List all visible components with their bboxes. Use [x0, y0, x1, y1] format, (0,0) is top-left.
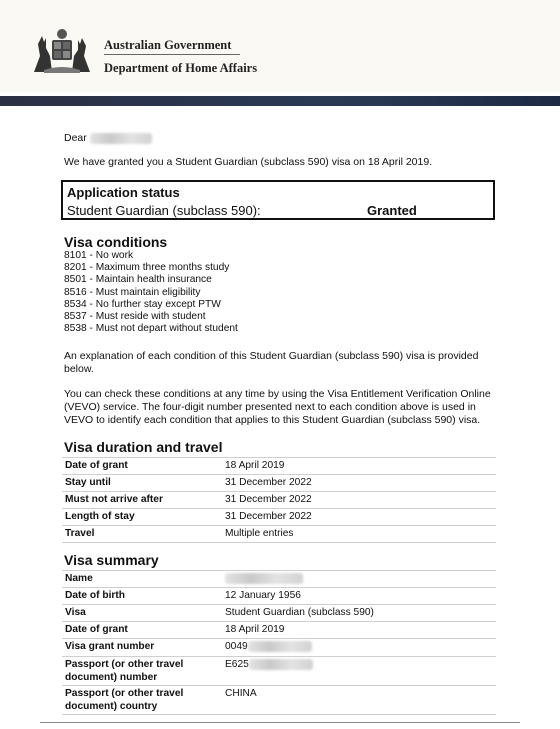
condition-item: 8201 - Maximum three months study [64, 262, 230, 274]
footer-rule [40, 722, 520, 723]
row-value: 18 April 2019 [225, 624, 285, 635]
table-row [62, 604, 496, 621]
condition-item: 8101 - No work [64, 250, 134, 261]
status-value: Granted [367, 203, 417, 218]
greeting: Dear [64, 132, 87, 144]
government-name: Australian Government [104, 38, 232, 52]
conditions-list [64, 250, 238, 335]
grant-intro: We have granted you a Student Guardian (subclass 590) visa on 18 April 2019. [64, 156, 433, 168]
table-row [62, 570, 496, 587]
grant-number: 0049 [225, 641, 248, 653]
condition-item: 8537 - Must reside with student [64, 310, 206, 322]
redacted-value [248, 641, 312, 652]
greeting-line [64, 132, 152, 145]
table-row [62, 656, 496, 685]
row-value: 31 December 2022 [225, 477, 312, 488]
conditions-explanation: An explanation of each condition of this Student Guardian (subclass 590) visa is provided below. [64, 350, 479, 375]
redacted-name [90, 133, 152, 144]
table-row [62, 474, 496, 491]
duration-title: Visa duration and travel [64, 439, 223, 455]
row-label: Date of grant [65, 624, 128, 635]
condition-item: 8538 - Must not depart without student [64, 323, 238, 335]
row-label: Name [65, 573, 93, 584]
header-band [0, 96, 560, 106]
row-label: Must not arrive after [65, 494, 163, 505]
status-title: Application status [67, 185, 180, 200]
table-row [62, 457, 496, 474]
duration-table [62, 457, 496, 543]
row-label: Visa [65, 607, 86, 618]
table-row [62, 587, 496, 604]
table-row [62, 685, 496, 715]
row-value: 31 December 2022 [225, 511, 312, 522]
header-rule [104, 54, 240, 55]
table-row [62, 525, 496, 543]
row-value [225, 641, 312, 652]
condition-item: 8516 - Must maintain eligibility [64, 286, 201, 298]
row-label: Travel [65, 528, 95, 539]
row-value: Multiple entries [225, 528, 294, 539]
summary-table [62, 570, 496, 715]
table-row [62, 621, 496, 638]
department-name: Department of Home Affairs [104, 61, 258, 75]
redacted-value [249, 659, 313, 670]
redacted-value [225, 573, 303, 584]
row-value: CHINA [225, 688, 257, 699]
condition-item: 8501 - Maintain health insurance [64, 274, 212, 286]
application-status-box [61, 180, 495, 220]
row-value [225, 573, 303, 584]
row-value: 18 April 2019 [225, 460, 285, 471]
row-value: Student Guardian (subclass 590) [225, 607, 374, 618]
row-label: Date of birth [65, 590, 125, 601]
letterhead [0, 0, 560, 92]
row-label: Passport (or other travel document) number [65, 659, 184, 683]
status-label: Student Guardian (subclass 590): [67, 203, 261, 218]
row-label: Passport (or other travel document) country [65, 688, 184, 712]
table-row [62, 491, 496, 508]
condition-item: 8534 - No further stay except PTW [64, 298, 221, 310]
row-value [225, 659, 313, 670]
row-label: Visa grant number [65, 641, 155, 652]
vevo-paragraph: You can check these conditions at any time by using the Visa Entitlement Verification Online (VEVO) service. The four-digit number presented next to each condition above is used in VEVO to identify each condition that applies to this Student Guardian (subclass 590) visa. [64, 388, 491, 426]
table-row [62, 638, 496, 656]
passport-number: E625 [225, 659, 249, 671]
row-label: Stay until [65, 477, 111, 488]
row-label: Date of grant [65, 460, 128, 471]
row-value: 12 January 1956 [225, 590, 301, 601]
summary-title: Visa summary [64, 552, 159, 568]
row-label: Length of stay [65, 511, 135, 522]
conditions-title: Visa conditions [64, 234, 168, 250]
table-row [62, 508, 496, 525]
row-value: 31 December 2022 [225, 494, 312, 505]
coat-of-arms-icon [30, 26, 94, 74]
